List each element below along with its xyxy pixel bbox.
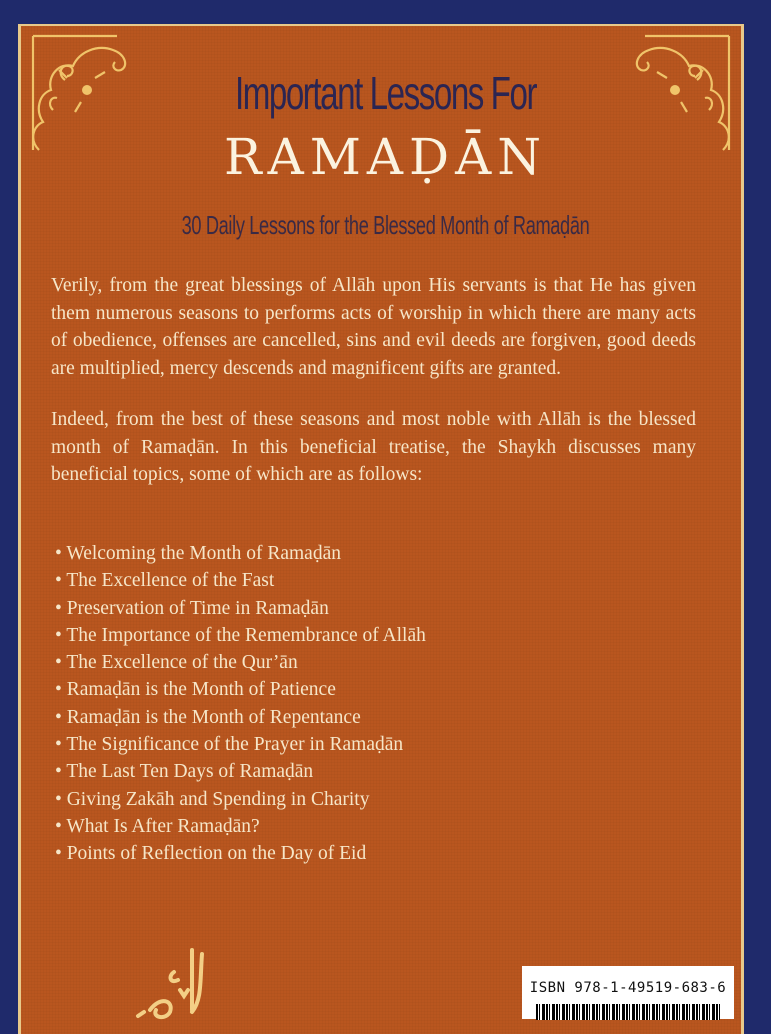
topic-item: • Points of Reflection on the Day of Eid [55,840,426,867]
topic-item: • The Importance of the Remembrance of Allāh [55,622,426,649]
topic-item: • Ramaḍān is the Month of Repentance [55,704,426,731]
description-paragraph-2: Indeed, from the best of these seasons and most noble with Allāh is the blessed month of Ramaḍān. In this beneficial treatise, the Shaykh discusses many beneficial topics, some of which are as follows: [51,409,696,485]
book-title: RAMAḌĀN [223,128,547,186]
topic-item: • Ramaḍān is the Month of Patience [55,676,426,703]
arabic-calligraphy-logo-icon [130,940,220,1020]
topic-item: • The Significance of the Prayer in Ramaḍān [55,731,426,758]
isbn-number: ISBN 978-1-49519-683-6 [529,980,727,996]
topic-item: • The Last Ten Days of Ramaḍān [55,758,426,785]
topic-item: • The Excellence of the Fast [55,567,426,594]
title-line: Important Lessons For [234,67,537,119]
topic-item: • Preservation of Time in Ramaḍān [55,595,426,622]
topic-item: • Welcoming the Month of Ramaḍān [55,540,426,567]
isbn-barcode-label [522,966,734,1019]
topic-item: • Giving Zakāh and Spending in Charity [55,786,426,813]
topics-list [55,540,426,868]
book-subtitle: 30 Daily Lessons for the Blessed Month of Ramaḍān [181,210,590,240]
topic-item: • What Is After Ramaḍān? [55,813,426,840]
barcode-icon [536,1004,720,1020]
topic-item: • The Excellence of the Qur’ān [55,649,426,676]
description-paragraph-1: Verily, from the great blessings of Allāh upon His servants is that He has given them numerous seasons to performs acts of worship in which there are many acts of obedience, offenses are cancelled, sins and evil deeds are forgiven, good deeds are multiplied, mercy descends and magnificent gifts are granted. [51,275,696,379]
